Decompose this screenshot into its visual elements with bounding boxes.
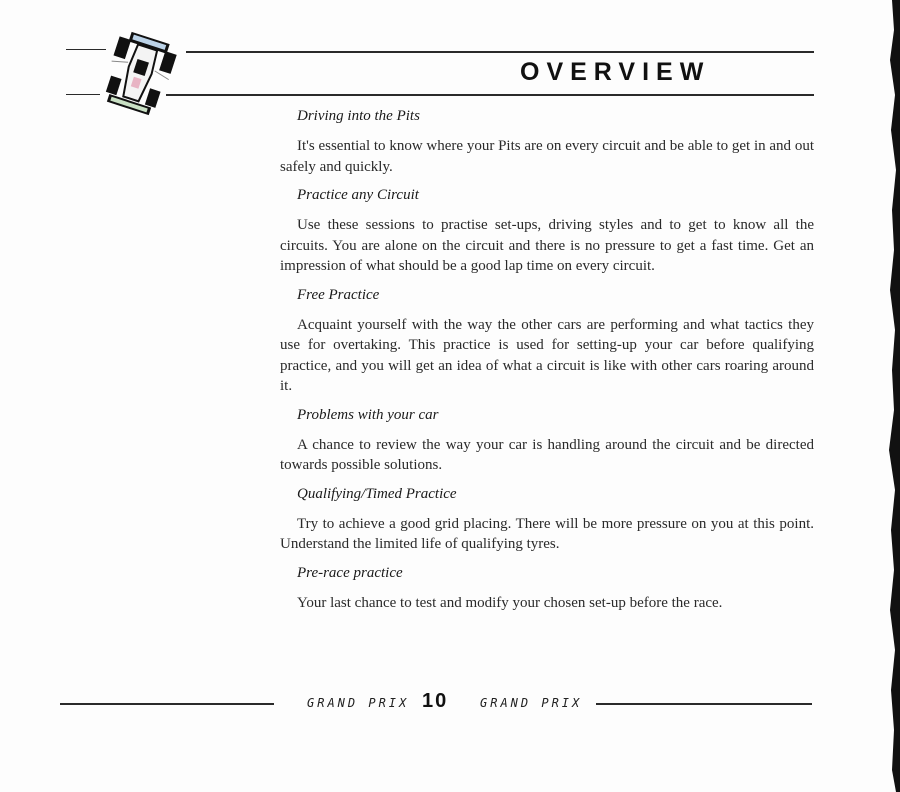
race-car-icon xyxy=(88,30,188,125)
main-content xyxy=(280,106,814,621)
section-pits xyxy=(280,106,814,177)
section-heading: Qualifying/Timed Practice xyxy=(297,485,457,502)
section-body: A chance to review the way your car is handling around the circuit and be directed towards possible solutions. xyxy=(280,436,814,473)
section-heading: Driving into the Pits xyxy=(297,108,420,124)
header-rule-top xyxy=(186,51,814,53)
page-edge-decoration xyxy=(872,0,900,792)
section-free-practice xyxy=(280,285,814,397)
section-problems xyxy=(280,405,814,476)
section-body: It's essential to know where your Pits are on every circuit and be able to get in and out safely and quickly. xyxy=(280,138,814,175)
section-heading: Free Practice xyxy=(297,286,380,303)
footer-rule-right xyxy=(596,703,812,705)
page-number: 10 xyxy=(422,690,449,712)
section-heading: Practice any Circuit xyxy=(297,187,419,203)
section-body: Your last chance to test and modify your chosen set-up before the race. xyxy=(297,594,723,611)
section-qualifying xyxy=(280,484,814,555)
section-heading: Problems with your car xyxy=(297,406,439,423)
section-body: Use these sessions to practise set-ups, driving styles and to get to know all the circuits. You are alone on the circuit and there is no pressure to get a fast time. Get an impression of what should be a good lap time on every circuit. xyxy=(280,217,814,274)
section-heading: Pre-race practice xyxy=(297,564,403,581)
section-body: Acquaint yourself with the way the other cars are performing and what tactics they use for overtaking. This practice is used for setting-up your car before qualifying practice, and you will get an idea of what a circuit is like with other cars roaring around it. xyxy=(280,316,814,394)
page-title: OVERVIEW xyxy=(520,58,711,86)
section-practice-any-circuit xyxy=(280,185,814,277)
section-pre-race xyxy=(280,563,814,614)
header-rule-bottom xyxy=(166,94,814,96)
footer-left-text: GRAND PRIX xyxy=(307,696,410,710)
footer-rule-left xyxy=(60,703,274,705)
section-body: Try to achieve a good grid placing. There will be more pressure on you at this point. Understand the limited life of qualifying tyres. xyxy=(280,515,814,552)
footer-right-text: GRAND PRIX xyxy=(480,696,583,710)
